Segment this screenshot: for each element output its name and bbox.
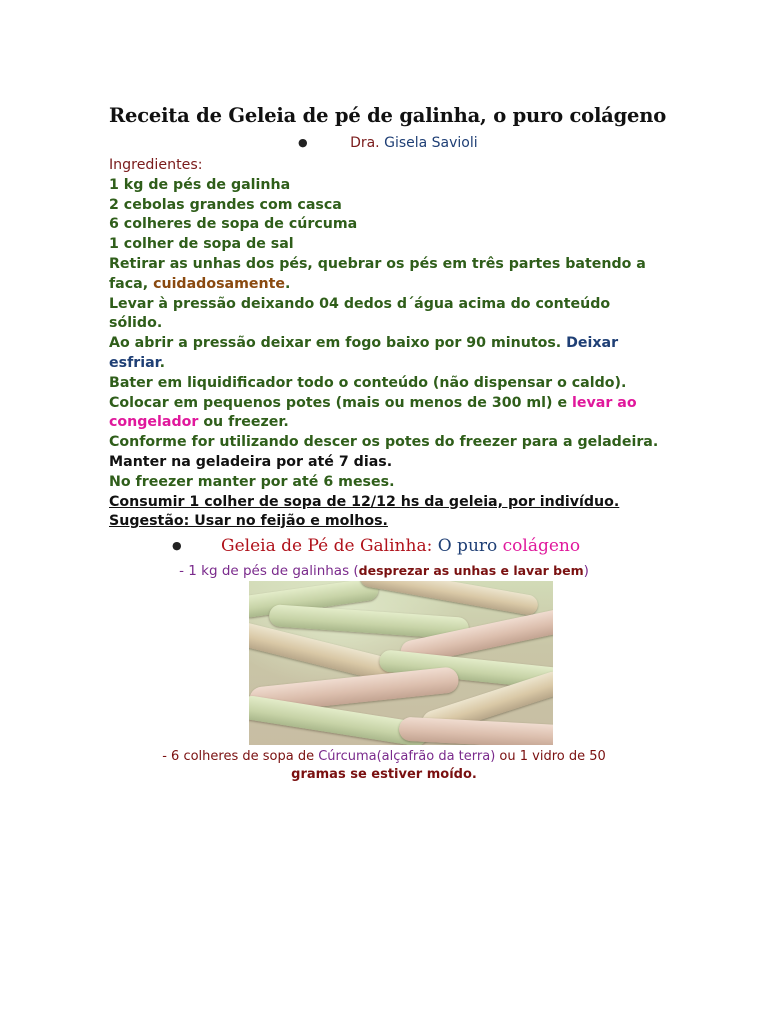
ingredient-line: 2 cebolas grandes com casca [109,196,342,213]
instruction-line: Levar à pressão deixando 04 dedos d´água acima do conteúdo [109,295,611,312]
highlight-text: levar ao [572,394,637,411]
ingredient-note-text: - 1 kg de pés de galinhas ( [179,563,359,579]
author-prefix: Dra. [350,135,380,151]
suggestion-line: Sugestão: Usar no feijão e molhos. [109,513,388,530]
curcuma-note-highlight: Cúrcuma(alçafrão da terra) [318,749,496,764]
highlight-text: congelador [109,414,199,431]
instruction-text: Ao abrir a pressão deixar em fogo baixo por 90 minutos. [109,335,567,352]
section-heading-part: colágeno [502,536,581,556]
instruction-line: Bater em liquidificador todo o conteúdo (não dispensar o caldo). [109,374,627,391]
author-name: Gisela Savioli [384,135,478,151]
instruction-line [109,354,729,374]
ingredient-line: 6 colheres de sopa de cúrcuma [109,216,358,233]
ingredients-heading: Ingredientes: [109,157,203,173]
instruction-text: Colocar em pequenos potes (mais ou menos de 300 ml) e [109,394,573,411]
usage-line: Consumir 1 colher de sopa de 12/12 hs da geleia, por indivíduo. [109,493,620,510]
instruction-text: . [159,354,166,371]
ingredient-note [0,563,768,579]
curcuma-note-text: gramas se estiver moído. [291,767,477,782]
recipe-body [109,156,729,532]
ingredient-line: 1 colher de sopa de sal [109,236,294,253]
page-title: Receita de Geleia de pé de galinha, o puro colágeno [109,104,667,127]
instruction-text: faca, [109,275,154,292]
instruction-line [109,394,729,414]
instruction-text: ou freezer. [198,414,289,431]
section-heading-part: Geleia de Pé de Galinha: [221,536,433,556]
bullet-icon: ● [172,539,182,552]
instruction-text: . [285,275,291,292]
ingredient-note-text: ) [583,563,589,579]
curcuma-note-text: - 6 colheres de sopa de [162,749,319,764]
instruction-line: sólido. [109,315,163,332]
storage-line: No freezer manter por até 6 meses. [109,473,395,490]
highlight-text: Deixar [566,335,619,352]
instruction-line [109,275,729,295]
curcuma-note-text: ou 1 vidro de 50 [495,749,606,764]
section-heading-part: O puro [432,536,503,556]
instruction-line [109,334,729,354]
bullet-icon: ● [298,136,308,149]
highlight-text: esfriar [109,354,160,371]
instruction-line: Conforme for utilizando descer os potes do freezer para a geladeira. [109,434,659,451]
highlight-text: cuidadosamente [153,275,285,292]
author-line [298,135,478,151]
ingredient-line: 1 kg de pés de galinha [109,176,291,193]
curcuma-note [0,748,768,784]
instruction-line: Retirar as unhas dos pés, quebrar os pés em três partes batendo a [109,255,646,272]
chicken-feet-photo [249,581,553,745]
ingredient-note-highlight: desprezar as unhas e lavar bem [358,563,584,578]
instruction-line [109,413,729,433]
storage-line: Manter na geladeira por até 7 dias. [109,453,393,470]
section-heading [172,536,580,556]
